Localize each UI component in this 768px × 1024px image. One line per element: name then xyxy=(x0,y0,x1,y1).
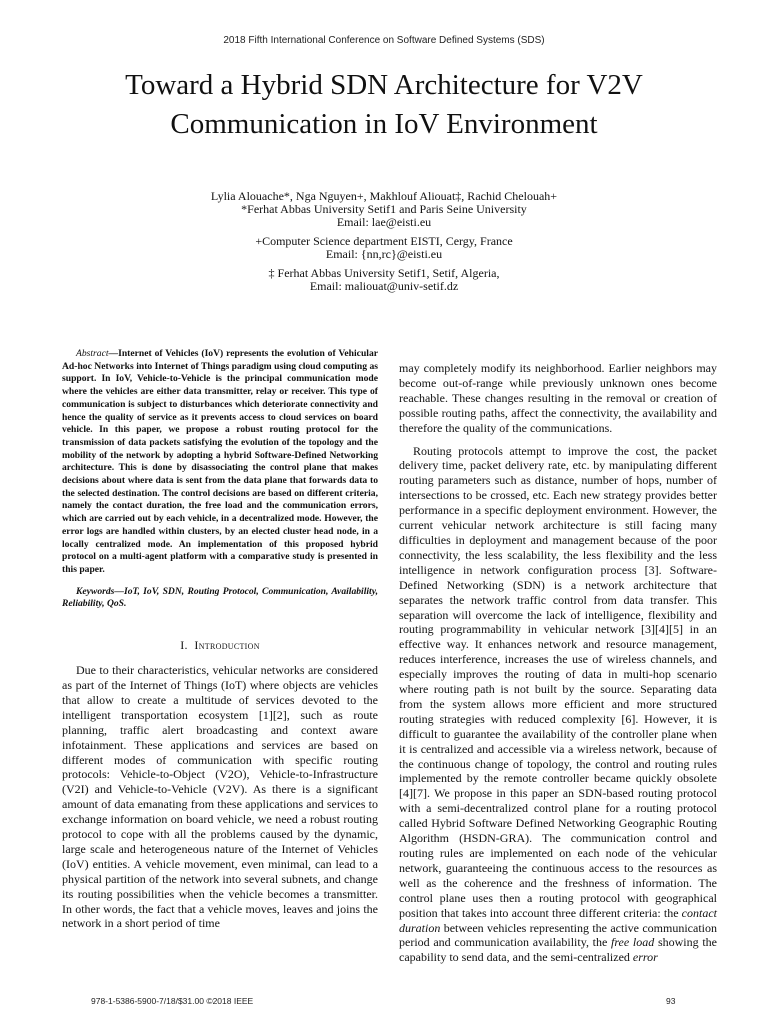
conference-header: 2018 Fifth International Conference on Software Defined Systems (SDS) xyxy=(223,35,545,46)
affiliation-2-email: Email: {nn,rc}@eisti.eu xyxy=(325,247,443,261)
keywords: Keywords—IoT, IoV, SDN, Routing Protocol, Communication, Availability, Reliability, QoS. xyxy=(62,585,378,610)
body-paragraph-2 xyxy=(399,444,717,966)
section-heading xyxy=(62,638,378,653)
paper-title xyxy=(60,66,708,144)
affiliation-2: +Computer Science department EISTI, Cergy, France xyxy=(255,234,513,248)
abstract xyxy=(62,348,378,577)
term-free-load: free load xyxy=(611,935,655,950)
body-paragraph-1: may completely modify its neighborhood. Earlier neighbors may become out-of-range while previously unknown ones become reachable. These changes resulting in the removal or creation of possible routing paths, affect the connectivity, the availability and therefore the quality of the communications. xyxy=(399,361,717,435)
term-error: error xyxy=(632,950,658,965)
left-column xyxy=(62,348,378,931)
abstract-text: —Internet of Vehicles (IoV) represents the evolution of Vehicular Ad-hoc Networks into Internet of Things paradigm using cloud computing as support. In IoV, Vehicle-to-Vehicle is the principal communication mode where the vehicles are either data transmitter, relay or receiver. This type of communication is subject to disturbances which deteriorate connectivity and hence the quality of service as it prevents access to cloud services on board vehicle. In this paper, we propose a robust routing protocol for the transmission of data packets satisfying the evolution of the topology and the mobility of the network by adopting a hybrid Software-Defined Networking architecture. This is done by disassociating the control plane that makes decisions about where data is sent from the data plane that forwards data to the selected destination. The control decisions are based on different criteria, namely the contact duration, the free load and the communication errors, which are carried out by each vehicle, in a decentralized mode. However, the error logs are handled within clusters, by an elected cluster head node, in a locally centralized mode. An implementation of this proposed hybrid protocol on a multi-agent platform with a comparative study is presented in this paper. xyxy=(62,348,378,575)
author-list: Lylia Alouache*, Nga Nguyen+, Makhlouf Aliouat‡, Rachid Chelouah+ xyxy=(210,189,558,203)
intro-paragraph-1: Due to their characteristics, vehicular networks are considered as part of the Internet of Things (IoT) where objects are vehicles that allow to create a multitude of services devoted to the intelligent transportation ecosystem [1][2], such as route planning, traffic alert broadcasting and context aware infotainment. These applications and services are based on different modes of communication with specific routing protocols: Vehicle-to-Object (V2O), Vehicle-to-Infrastructure (V2I) and Vehicle-to-Vehicle (V2V). As there is a significant amount of data emanating from these applications and services to exchange information on board vehicle, we need a robust routing protocol to cope with all the problems caused by the dynamic, large scale and heterogeneous nature of the Internet of Vehicles (IoV) entities. A vehicle movement, even minimal, can lead to a physical partition of the network into several subnets, and change its routing possibilities when the vehicle becomes a transmitter. In other words, the fact that a vehicle moves, leaves and joins the network in a short period of time xyxy=(62,663,378,931)
affiliation-1: *Ferhat Abbas University Setif1 and Paris Seine University xyxy=(241,202,527,216)
abstract-lead: Abstract xyxy=(76,348,109,359)
body-paragraph-2-part-c: showing the capability to send data, and the semi-centralized xyxy=(399,935,717,965)
page-number: 93 xyxy=(666,996,676,1006)
right-column xyxy=(399,361,717,965)
body-paragraph-2-part-a: Routing protocols attempt to improve the cost, the packet delivery time, packet delivery rate, etc. by manipulating different routing parameters such as distance, number of hops, number of intersections to be crossed, etc. Each new strategy provides better performance in a specific deployment environment. However, the current vehicular network architecture is still facing many difficulties in deployment and management because of the poor connectivity, the less scalability, the less flexibility and the less intelligence in network configuration process [3]. Software-Defined Networking (SDN) is a network architecture that separates the network traffic control from data transfer. This separation will overcome the lack of intelligence, flexibility and routing programmability in vehicular network [3][4][5] in an effective way. It enhances network and resource management, reduces interference, increases the use of wireless channels, and especially improves the routing of data in multi-hop scenario where routing path is not built by the source. Separating data from the system allows more efficient and more structured routing strategies with reduced complexity [6]. However, it is difficult to guarantee the availability of the controller plane when it is centralized and accessible via a wireless network, because of the continuous change of topology, the control and routing rules implemented by the remote controller became quickly obsolete [4][7]. We propose in this paper an SDN-based routing protocol with a semi-decentralized control plane for a routing protocol called Hybrid Software Defined Networking Geographic Routing Algorithm (HSDN-GRA). The communication control and routing rules are implemented on each node of the vehicular network, guaranteeing the continuous access to the resources as well as the coherence and the freshness of information. The control plane uses then a routing protocol with geographical position that takes into account three different criteria: the xyxy=(399,443,717,920)
section-title: Introduction xyxy=(194,638,260,653)
author-block xyxy=(0,190,768,293)
body-paragraph-2-part-b: between vehicles representing the active communication period and communication availability, the xyxy=(399,920,717,950)
title-line-2: Communication in IoV Environment xyxy=(170,108,598,140)
footer-copyright: 978-1-5386-5900-7/18/$31.00 ©2018 IEEE xyxy=(91,996,254,1006)
title-line-1: Toward a Hybrid SDN Architecture for V2V xyxy=(125,69,643,101)
section-number: I. xyxy=(180,638,188,653)
affiliation-3: ‡ Ferhat Abbas University Setif1, Setif, Algeria, xyxy=(268,266,500,280)
affiliation-1-email: Email: lae@eisti.eu xyxy=(336,215,432,229)
affiliation-3-email: Email: maliouat@univ-setif.dz xyxy=(309,279,459,293)
term-contact-duration: contact duration xyxy=(399,905,717,935)
